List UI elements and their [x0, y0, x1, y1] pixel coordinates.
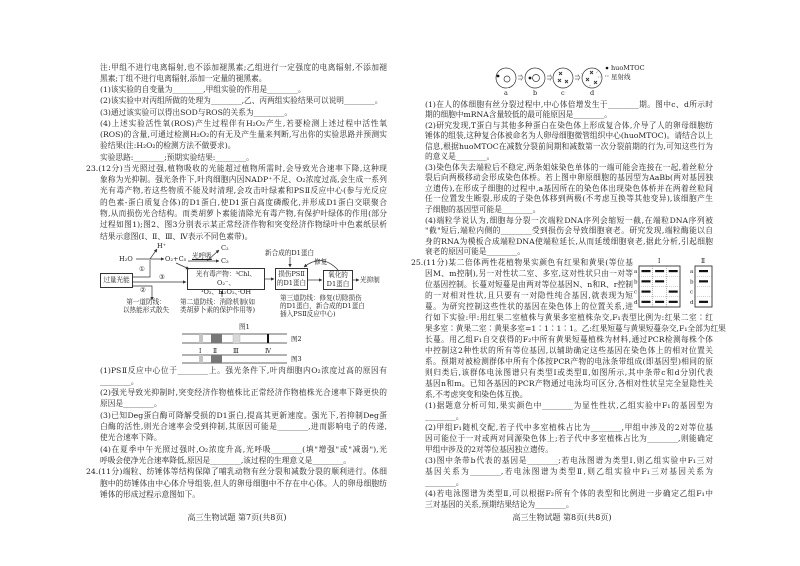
label-step2: ② [140, 286, 146, 294]
row-label: d [690, 299, 694, 306]
text-line: ________。 [425, 477, 464, 487]
gel-band [669, 270, 678, 272]
text-line: 裂后向两极移动会形成染色体桥。若上图中卵原细胞的基因型为AaBb(两对基因独 [425, 173, 713, 183]
gel-band [699, 270, 708, 272]
damaged-line2: 的D1蛋白 [276, 279, 307, 287]
defense1-line1: 第一道防线： [126, 298, 166, 306]
row-label: d [634, 299, 638, 306]
text-line: 子细胞的基因型可能是________。 [425, 205, 541, 214]
text-line: 果多室∶黄果二室∶黄果多室=1∶1∶1∶1。乙:红果短蔓与黄果短蔓杂交,F₁全部为红果 [425, 323, 726, 333]
gel-band [655, 280, 664, 282]
text-line: 蔓。为研究控制这些性状的基因在染色体上的位置关系,进 [425, 301, 633, 311]
gel-band [699, 301, 708, 303]
figure1-caption: 图1 [239, 323, 250, 331]
text-line: 位基因控制。长蔓对短蔓是由两对等位基因N、n和R、r控制 [425, 279, 633, 289]
text-line: (1)该实验的自变量为________,甲组实验的作用是________。 [100, 85, 306, 95]
gel-band [669, 291, 678, 293]
row-label: c [634, 289, 638, 296]
type1-label: Ⅰ [658, 258, 661, 265]
text-line: 期的细胞中mRNA含量较低的最可能原因是________。 [425, 110, 612, 120]
label-c3: C₃ [221, 257, 229, 265]
excess-light-box: 过量光能 [100, 273, 133, 288]
text-line: 衰老的原因可能是________。 [425, 247, 525, 257]
row-label: c [690, 289, 694, 296]
text-line: (4)若电泳图谱为类型Ⅱ,可以根据F₂所有个体的表型和比例进一步确定乙组F₁中 [425, 488, 713, 498]
band-label: Ⅲ [233, 348, 239, 355]
legend-huomtoc: huoMTOC [611, 64, 645, 72]
label-h-plus: H⁺ [157, 242, 167, 250]
band-label: Ⅱ [213, 348, 218, 355]
text-line: 实验思路:________;预期实验结果:________。 [100, 152, 254, 162]
text-line: (2)研究发现,T蛋白与其他多种蛋白在染色体上形成复合体,介导了人的卵母细胞纺 [425, 120, 713, 130]
stage-label-d: d [590, 89, 595, 97]
text-line: 基因n和m。已知各基因的PCR产物通过电泳均可区分,各相对性状呈完全显隐性关 [425, 378, 713, 388]
text-line: (1)在人的体细胞有丝分裂过程中,中心体倍增发生于________期。图中c、d所示时 [425, 99, 713, 109]
text-line: 系,不考虑突变和染色体互换。 [425, 389, 528, 399]
gel-band [642, 270, 651, 272]
text-line: 立遗传),在形成子细胞的过程中,a基因所在的染色体出现染色体桥并在两着丝粒间 [425, 183, 713, 193]
defense2-line1: 第二道防线：消除机制(如 [180, 298, 256, 306]
defense3 [280, 294, 365, 318]
text-line: 因M、m控制),另一对性状二室、多室,这对性状只由一对等 [425, 268, 633, 278]
oxidized-d1-box [323, 270, 353, 290]
text-line: (3)染色体失去端粒后不稳定,两条姐妹染色单体的一端可能会连接在一起,着丝粒分 [425, 162, 713, 172]
text-line: 锤体的形成过程示意图如下。 [100, 489, 200, 499]
toxic-line1: 光有毒产物：³Chl、O₂⁻、 [195, 270, 257, 287]
gel-band [655, 270, 664, 272]
row-label: b [634, 279, 638, 286]
text-line: 的色素-蛋白质复合体)的D1蛋白,使D1蛋白高度磷酸化,并形成D1蛋白交联聚合 [100, 197, 387, 207]
label-h2o: H₂O [119, 255, 133, 263]
toxic-line2: ¹O₂、H₂O₂、·OH [200, 288, 252, 296]
figure3-chromatogram [182, 354, 302, 363]
text-line: (1)PSⅡ反应中心位于________上。强光条件下,叶肉细胞内O₂浓度过高的原因有 [100, 365, 387, 375]
text-line: 物,从而损伤光合结构。而类胡萝卜素能清除光有毒产物,有保护叶绿体的作用(部分 [100, 209, 387, 218]
cell-a [496, 68, 516, 88]
text-line: "截"短后,端粒内侧的________受到损伤会导致细胞衰老。研究发现,端粒酶能以自 [425, 226, 713, 236]
label-step3: ③ [159, 273, 165, 281]
text-line: 黑素;丁组不进行电离辐射,添加一定量的褪黑素。 [100, 73, 267, 83]
defense3-line3: 插入PSⅡ反应中心) [280, 310, 336, 318]
label-step1: ① [139, 265, 145, 273]
question-heading-line: 25.(11分)某二倍体两性花植物果实颜色有红果和黄果(等位基 [411, 257, 633, 267]
question-heading-line: 24.(11分)端粒、纺锤体等结构保障了哺乳动物有丝分裂和减数分裂的顺利进行。体细 [86, 467, 387, 477]
label-c2: C₂ [221, 244, 229, 252]
text-line: 信息,根据huoMTOC在减数分裂前间期和减数第一次分裂前期的行为,可知这些行为 [425, 141, 713, 151]
text-line: (2)该实验中对丙组所做的处理为________,乙、丙两组实验结果可以说明________。 [100, 96, 383, 106]
fig2-band-1 [199, 334, 203, 343]
fig3-caption: 图3 [291, 355, 302, 363]
label-photoinhibition: 光抑制 [360, 276, 380, 284]
oxidized-line1: 氧化的 [328, 271, 348, 279]
text-line: (ROS)的含量,可通过检测H₂O₂的有无及产生量来判断,写出你的实验思路并预测实 [100, 130, 387, 140]
nucleus [533, 75, 540, 82]
text-line: 的一对相对性状,且只要有一对隐性纯合基因,就表现为短 [425, 290, 633, 300]
label-new-d1: 新合成的D1蛋白 [265, 249, 315, 257]
text-line: 锤体的组装,这种复合体被命名为人卵母细胞微管组织中心(huoMTOC)。请结合以上 [425, 131, 713, 141]
text-line: 因可能位于一对或两对同源染色体上;若子代中多室植株占比为________,则能确定 [425, 433, 713, 443]
text-line: (2)强光导致光抑制时,突变经济作物植株比正常经济作物植株光合速率下降更快的 [100, 388, 387, 398]
page-footer-right: 高三生物试题 第8页(共8页) [512, 513, 612, 522]
label-o2-c5: O₂+C₅ [165, 255, 187, 263]
fig2-band-4 [267, 334, 269, 343]
text-line: ________。 [425, 411, 464, 421]
defense3-line2: 的D1蛋白，新合成的D1蛋白 [280, 302, 365, 310]
label-photorespiration: 光呼吸 [192, 252, 212, 260]
gel-band [642, 280, 651, 282]
gel-band [642, 291, 651, 293]
text-line: 任一位置发生断裂,形成的子染色体移到两极(不考虑互换等其他变异),该细胞产生 [425, 194, 713, 204]
legend-aster: 星射线 [611, 73, 631, 81]
text-line: 的意义是________。 [425, 152, 495, 162]
row-label: a [634, 269, 638, 275]
text-line: (3)已知Deg蛋白酶可降解受损的D1蛋白,提高其更新速度。强光下,若抑制Deg蛋 [100, 410, 387, 420]
row-label: b [690, 279, 694, 286]
gel-band [669, 301, 678, 303]
text-line: 长蔓。用乙组F₁自交获得的F₂中所有黄果短蔓植株为材料,通过PCR检测每株个体 [425, 334, 713, 344]
cell-c [553, 68, 573, 88]
text-line: 注:甲组不进行电离辐射,也不添加褪黑素;乙组进行一定强度的电离辐射,不添加褪 [100, 62, 387, 72]
band-label: Ⅳ [265, 348, 271, 355]
nucleus [504, 76, 510, 82]
legend-huomtoc-icon [606, 67, 609, 70]
gel-band [655, 301, 664, 303]
text-line: 验结果(注:H₂O₂的检测方法不做要求)。 [100, 141, 236, 151]
figure25-electrophoresis [634, 258, 712, 307]
text-line: 白酶的活性,则光合速率会受到抑制,其原因可能是________,进而影响电子的传递, [100, 422, 387, 431]
defense1 [122, 298, 170, 314]
arrow-to-h-plus [150, 249, 157, 259]
defense2 [180, 298, 255, 314]
page-footer-left: 高三生物试题 第7页(共8页) [187, 513, 287, 522]
text-line: 呼吸会使净光合速率降低,原因是________,该过程的生理意义是________。 [100, 455, 351, 465]
defense1-line2: 以热能形式散失 [122, 306, 170, 314]
fig2-band-2 [211, 334, 222, 343]
text-line: 光有毒产物,若这些物质不能及时清理,会攻击叶绿素和PSⅡ反应中心(参与光反应 [100, 186, 387, 196]
text-line: 胞中的纺锤体由中心体介导组装,但人的卵母细胞中不存在中心体。人的卵母细胞纺 [100, 478, 387, 488]
fig3-band-1 [199, 355, 203, 363]
text-line: 三对基因的关系,预期结果结论为________。 [425, 499, 574, 509]
text-line: 行如下实验:甲:用红果二室植株与黄果多室植株杂交,F₁表型比例为:红果二室∶红 [425, 312, 713, 322]
text-line: (2)甲组F₁随机交配,若子代中多室植株占比为________,甲组中涉及的2对等位基 [425, 422, 713, 432]
figure24-oocyte-stages [496, 67, 609, 88]
label-repair: 修复 [314, 258, 328, 266]
text-line: 使光合速率下降。 [100, 433, 162, 443]
defense2-line2: 类胡萝卜素的保护作用等) [180, 306, 256, 314]
fig3-band-2 [211, 355, 222, 363]
text-line: (4)端粒学说认为,细胞每分裂一次端粒DNA序列会缩短一截,在端粒DNA序列被 [425, 215, 713, 225]
cell-b [525, 68, 545, 88]
text-line: 原因是________。 [100, 399, 162, 409]
damaged-d1-box [275, 268, 308, 290]
text-line: (4)上述实验活性氧(ROS)产生过程伴有H₂O₂产生,若要检测上述过程中活性氧 [100, 118, 387, 128]
gel-band [699, 280, 708, 282]
chromosomes [558, 72, 568, 83]
text-line: 象称为光抑制。强光条件下,叶肉细胞内因NADP⁺不足、O₂浓度过高,会生成一系列 [100, 175, 387, 185]
oxidized-line2: D1蛋白 [326, 280, 350, 288]
gel-band [642, 301, 651, 303]
row-label: a [690, 269, 694, 275]
band-label: Ⅰ [199, 348, 202, 355]
text-line: 中控制这2种性状的所有等位基因,以辅助确定这些基因在染色体上的相对位置关 [425, 345, 713, 355]
text-line: 过程如图1);图2、图3分别表示某正常经济作物和突变经济作物绿叶中色素纸层析 [100, 220, 387, 230]
damaged-line1: 损伤PSⅡ [278, 270, 305, 278]
fig2-caption: 图2 [291, 335, 302, 343]
text-line: ________。 [100, 376, 139, 386]
figure2-chromatogram [182, 334, 302, 355]
text-line: 结果示意图(Ⅰ、Ⅱ、Ⅲ、Ⅳ表示不同色素带)。 [100, 231, 253, 241]
text-line: 甲组中涉及的2对等位基因独立遗传。 [425, 444, 553, 454]
text-line: 系。预期对被检测群体中所有个体按PCR产物的电泳条带组成(即基因型)相同的原 [425, 356, 713, 366]
text-line: (4)在夏季中午光照过强时,O₂浓度升高,光呼吸________(填"增强"或"减弱"),光 [100, 444, 387, 454]
text-line: 则归类后,该群体电泳图谱只有类型Ⅰ或类型Ⅱ,如图所示,其中条带c和d分别代表 [425, 367, 713, 377]
text-line: 身的RNA为模板合成端粒DNA使端粒延长,从而延缓细胞衰老,据此分析,引起细胞 [425, 236, 713, 246]
text-line: (3)通过该实验可以得出SOD与ROS的关系为________。 [100, 107, 293, 117]
fig2-band-3 [233, 334, 240, 343]
stage-label-a: a [504, 89, 508, 97]
text-line: (3)图中条带b代表的基因是________;若电泳图谱为类型Ⅰ,则乙组实验中F₁三对 [425, 455, 713, 465]
huomtoc-dot [529, 77, 532, 80]
huomtoc-dot [497, 75, 500, 78]
text-line: (1)据题意分析可知,果实颜色中________为显性性状,乙组实验中F₁的基因型为 [425, 400, 713, 410]
question-heading-line: 23.(12分)当光照过强,植物吸收的光能超过植物所需时,会导致光合速率下降,这种现 [86, 163, 387, 173]
chromosomes [586, 71, 597, 84]
type2-label: Ⅱ [701, 258, 706, 265]
stage-label-c: c [561, 89, 565, 97]
text-line: 基因关系为________,若电泳图谱为类型Ⅱ,则乙组实验中F₁三对基因关系为 [425, 466, 713, 476]
defense3-line1: 第三道防线：修复(切除损伤 [280, 294, 362, 302]
stage-label-b: b [533, 89, 538, 97]
toxic-products-box [187, 268, 265, 296]
